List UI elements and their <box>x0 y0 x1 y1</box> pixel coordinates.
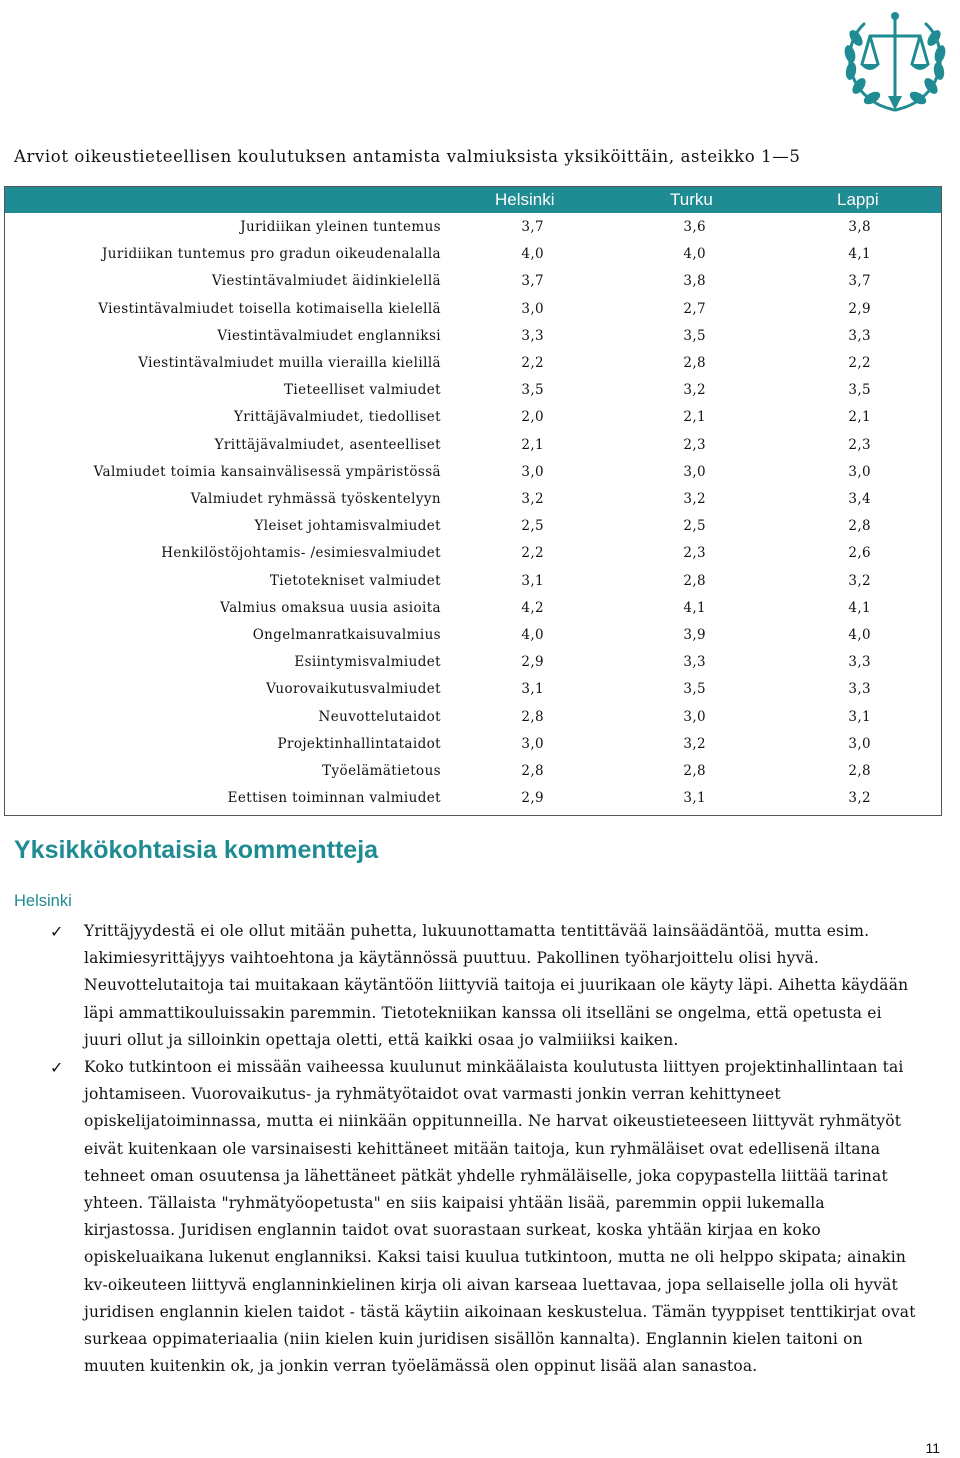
cell-value: 4,0 <box>848 627 871 643</box>
row-label: Valmiudet ryhmässä työskentelyyn <box>190 491 441 507</box>
table-row <box>5 323 941 350</box>
cell-value: 2,5 <box>683 518 706 535</box>
column-header-helsinki: Helsinki <box>495 190 555 209</box>
row-label: Ongelmanratkaisuvalmius <box>252 627 441 643</box>
table-row <box>5 404 941 431</box>
cell-value: 3,0 <box>521 463 544 480</box>
cell-value: 2,9 <box>848 300 871 317</box>
row-label: Tietotekniset valmiudet <box>269 572 441 589</box>
cell-value: 2,8 <box>683 763 706 779</box>
row-label: Henkilöstöjohtamis- /esimiesvalmiudet <box>161 545 441 562</box>
unit-subheading: Helsinki <box>14 892 72 910</box>
comment-text: Yrittäjyydestä ei ole ollut mitään puhetta, lukuunottamatta tentittävää lainsäädäntöä, mutta esim. lakimiesyrittäjyys vaihtoehtona ja käytännössä puuttuu. Pakollinen työharjoittelu olisi hyvä. Neuvottelutaitoja tai muitakaan käytäntöön liittyviä taitoja ei juurikaan ole käyty läpi. Aihetta käydään läpi ammattikouluissakin paremmin. Tietotekniikan kanssa oli itselläni se ongelma, että opetusta ei juuri ollut ja silloinkin opettaja oletti, että kaikki osaa jo valmiiiksi kaiken. <box>84 922 909 1049</box>
cell-value: 3,5 <box>521 382 544 399</box>
table-row <box>5 595 941 622</box>
row-label: Yrittäjävalmiudet, tiedolliset <box>233 409 441 426</box>
cell-value: 3,1 <box>848 708 871 725</box>
table-row <box>5 568 941 595</box>
cell-value: 3,5 <box>683 681 706 698</box>
cell-value: 3,3 <box>683 654 706 671</box>
cell-value: 4,1 <box>848 246 871 263</box>
cell-value: 3,1 <box>521 572 544 589</box>
cell-value: 3,3 <box>521 327 544 344</box>
cell-value: 2,8 <box>848 763 871 779</box>
cell-value: 3,3 <box>848 327 871 344</box>
row-label: Viestintävalmiudet muilla vierailla kielillä <box>138 355 441 371</box>
row-label: Tieteelliset valmiudet <box>284 382 441 399</box>
cell-value: 3,0 <box>683 463 706 480</box>
cell-value: 3,2 <box>683 382 706 399</box>
document-title: Arviot oikeustieteellisen koulutuksen antamista valmiuksista yksiköittäin, asteikko 1—5 <box>14 147 801 166</box>
cell-value: 2,8 <box>848 518 871 535</box>
row-label: Esiintymisvalmiudet <box>294 654 441 671</box>
cell-value: 4,0 <box>683 246 706 263</box>
cell-value: 3,0 <box>521 735 544 752</box>
cell-value: 2,2 <box>521 545 544 562</box>
cell-value: 2,9 <box>521 790 544 807</box>
cell-value: 3,6 <box>683 219 706 235</box>
cell-value: 2,3 <box>683 545 706 562</box>
row-label: Yleiset johtamisvalmiudet <box>254 518 441 535</box>
comment-text: Koko tutkintoon ei missään vaiheessa kuulunut minkäälaista koulutusta liittyen projektinhallintaan tai johtamiseen. Vuorovaikutus- ja ryhmätyötaidot ovat varmasti jonkin verran kehittyneet opiskelijatoiminnassa, mutta ei niinkään oppitunneilla. Ne harvat oikeustieteeseen liittyvät ryhmätyöt eivät kuitenkaan ole varsinaisesti kehittäneet mitään taitoja, kun ryhmäläiset ovat edellisenä iltana tehneet oman osuutensa ja lähettäneet pätkät yhdelle ryhmäläiselle, joka copypastella liittää tarinat yhteen. Tällaista "ryhmätyöopetusta" en siis kaipaisi yhtään lisää, paremmin oppii lukemalla kirjastossa. Juridisen englannin taidot ovat suorastaan surkeat, koska yhtään kirjaa en koko opiskeluaikana lukenut englanniksi. Kaksi taisi kuulua tutkintoon, mutta ne oli helppo skipata; ainakin kv-oikeuteen liittyvä englanninkielinen kirja oli aivan karseaa luettavaa, jopa sellaiselle jolla oli hyvät juridisen englannin kielen taidot - tästä käytiin aikoinaan keskustelua. Tämän tyyppiset tenttikirjat ovat surkeaa oppimateriaalia (niin kielen kuin juridisen sisällön kannalta). Englannin kielen taitoni on muuten kuitenkin ok, ja jonkin verran työelämässä olen oppinut lisää alan sanastoa. <box>84 1058 916 1376</box>
column-header-lappi: Lappi <box>837 190 879 209</box>
row-label: Valmius omaksua uusia asioita <box>220 599 441 616</box>
cell-value: 2,8 <box>521 708 544 725</box>
cell-value: 2,1 <box>521 436 544 453</box>
comment-item <box>50 1054 920 1380</box>
cell-value: 3,0 <box>683 708 706 725</box>
table-row <box>5 432 941 459</box>
cell-value: 2,9 <box>521 654 544 671</box>
cell-value: 2,0 <box>521 409 544 426</box>
table-row <box>5 459 941 486</box>
row-label: Viestintävalmiudet toisella kotimaisella kielellä <box>98 300 441 317</box>
table-row <box>5 214 941 241</box>
table-row <box>5 676 941 703</box>
cell-value: 3,2 <box>521 491 544 507</box>
cell-value: 2,1 <box>683 409 706 426</box>
cell-value: 3,5 <box>848 382 871 399</box>
row-label: Eettisen toiminnan valmiudet <box>227 790 441 807</box>
cell-value: 2,8 <box>683 355 706 371</box>
row-label: Viestintävalmiudet englanniksi <box>217 327 441 344</box>
column-header-turku: Turku <box>670 190 713 209</box>
cell-value: 4,1 <box>848 599 871 616</box>
row-label: Valmiudet toimia kansainvälisessä ympäristössä <box>93 463 441 480</box>
cell-value: 3,8 <box>848 219 871 235</box>
cell-value: 2,8 <box>683 572 706 589</box>
table-row <box>5 377 941 404</box>
ratings-table <box>4 186 942 816</box>
cell-value: 3,3 <box>848 654 871 671</box>
table-row <box>5 785 941 812</box>
table-row <box>5 486 941 513</box>
cell-value: 2,3 <box>848 436 871 453</box>
check-icon: ✓ <box>50 922 64 941</box>
cell-value: 2,3 <box>683 436 706 453</box>
row-label: Juridiikan yleinen tuntemus <box>240 219 441 235</box>
cell-value: 3,4 <box>848 491 871 507</box>
cell-value: 3,0 <box>521 300 544 317</box>
cell-value: 3,2 <box>683 491 706 507</box>
row-label: Työelämätietous <box>322 763 441 779</box>
row-label: Yrittäjävalmiudet, asenteelliset <box>214 436 441 453</box>
cell-value: 3,1 <box>683 790 706 807</box>
cell-value: 2,7 <box>683 300 706 317</box>
row-label: Neuvottelutaidot <box>318 708 441 725</box>
cell-value: 3,0 <box>848 463 871 480</box>
cell-value: 3,2 <box>848 572 871 589</box>
row-label: Vuorovaikutusvalmiudet <box>266 681 441 698</box>
cell-value: 3,2 <box>848 790 871 807</box>
page-number: 11 <box>925 1440 940 1456</box>
table-row <box>5 731 941 758</box>
cell-value: 3,8 <box>683 273 706 290</box>
cell-value: 3,3 <box>848 681 871 698</box>
table-row <box>5 704 941 731</box>
table-row <box>5 296 941 323</box>
cell-value: 2,1 <box>848 409 871 426</box>
comment-list <box>50 918 920 1380</box>
cell-value: 3,5 <box>683 327 706 344</box>
scales-of-justice-laurel-logo <box>838 4 952 118</box>
cell-value: 4,2 <box>521 599 544 616</box>
cell-value: 3,2 <box>683 735 706 752</box>
table-row <box>5 622 941 649</box>
table-row <box>5 268 941 295</box>
row-label: Projektinhallintataidot <box>277 735 441 752</box>
table-header <box>5 187 941 213</box>
cell-value: 3,0 <box>848 735 871 752</box>
cell-value: 3,7 <box>521 219 544 235</box>
row-label: Viestintävalmiudet äidinkielellä <box>211 273 441 290</box>
cell-value: 2,2 <box>521 355 544 371</box>
table-row <box>5 758 941 785</box>
check-icon: ✓ <box>50 1058 64 1078</box>
cell-value: 2,8 <box>521 763 544 779</box>
table-row <box>5 540 941 567</box>
cell-value: 2,5 <box>521 518 544 535</box>
cell-value: 3,9 <box>683 627 706 643</box>
table-row <box>5 241 941 268</box>
cell-value: 4,0 <box>521 627 544 643</box>
cell-value: 4,0 <box>521 246 544 263</box>
cell-value: 4,1 <box>683 599 706 616</box>
row-label: Juridiikan tuntemus pro gradun oikeudenalalla <box>101 246 441 263</box>
table-row <box>5 649 941 676</box>
section-heading: Yksikkökohtaisia kommentteja <box>14 836 379 864</box>
cell-value: 2,2 <box>848 355 871 371</box>
cell-value: 2,6 <box>848 545 871 562</box>
cell-value: 3,7 <box>848 273 871 290</box>
cell-value: 3,1 <box>521 681 544 698</box>
cell-value: 3,7 <box>521 273 544 290</box>
table-row <box>5 350 941 377</box>
table-row <box>5 513 941 540</box>
comment-item <box>50 918 920 1054</box>
